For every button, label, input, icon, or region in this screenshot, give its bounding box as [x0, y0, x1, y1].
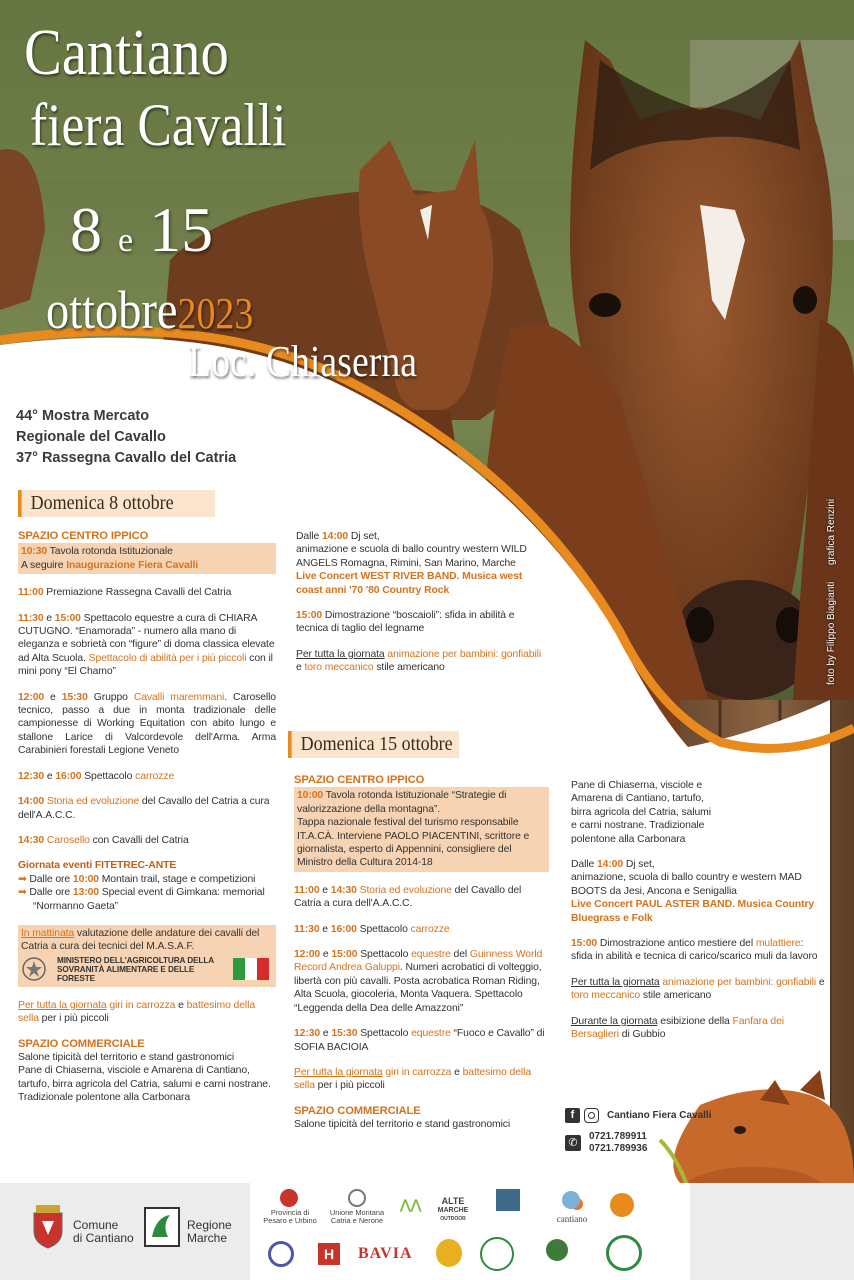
time: 15:00: [54, 612, 81, 624]
text: e: [816, 976, 825, 988]
time: 12:30: [294, 1028, 321, 1040]
italy-emblem-icon: [21, 956, 47, 982]
text: MARCHE: [437, 1207, 469, 1214]
cantiano-logo-icon: [562, 1191, 580, 1209]
text: per i più piccoli: [38, 1013, 109, 1025]
consorzio-logo-icon: [606, 1235, 642, 1271]
comune-crest-icon: [30, 1203, 66, 1249]
title-dates: [70, 194, 214, 265]
arrow-icon: ➡: [18, 873, 27, 885]
intro-line3: 37° Rassegna Cavallo del Catria: [16, 450, 237, 466]
text: esibizione della: [657, 1015, 733, 1027]
day8-heading: Domenica 8 ottobre: [18, 490, 215, 517]
text: con Cavalli del Catria: [89, 834, 189, 846]
sponsor-footer: [0, 1183, 854, 1280]
text: animazione per bambini:: [384, 648, 502, 660]
text: Dimostrazione “boscaioli”: sfida in abilità e tecnica di taglio del legname: [296, 610, 515, 635]
day15-carrozze: [294, 923, 549, 936]
text: battesimo della sella: [18, 999, 255, 1025]
text: equestre: [411, 1028, 451, 1040]
day15-animazione: [571, 976, 826, 1003]
credit-graphic: grafica Renzini: [826, 498, 837, 565]
phone-numbers: [589, 1131, 647, 1155]
day15-galuppi: [294, 948, 549, 1015]
text: del: [450, 949, 470, 961]
text: Spettacolo: [357, 1028, 412, 1040]
contacts: [565, 1108, 711, 1155]
time: 11:00: [18, 587, 44, 599]
time: 10:00: [297, 790, 324, 802]
bavia-logo: BAVIA: [358, 1245, 413, 1262]
text: carrozze: [410, 923, 450, 935]
day15-dj: [571, 858, 826, 898]
tree-logo-icon: [546, 1239, 568, 1261]
day15-right-column: [571, 779, 826, 1042]
day15-bacioia: [294, 1027, 549, 1054]
text: Premiazione Rassegna Cavalli del Catria: [43, 587, 232, 599]
regione-marche-icon: [144, 1207, 180, 1247]
day8-event-cutugno: [18, 612, 276, 679]
day8-commerciale-1: Salone tipicità del territorio e stand gastronomici: [18, 1051, 235, 1063]
text: equestre: [411, 949, 451, 961]
text: In mattinata: [21, 927, 75, 939]
text: valutazione delle andature dei cavalli del Catria a cura dei tecnici del M.A.S.A.F.: [21, 927, 260, 953]
text: Per tutta la giornata: [296, 648, 385, 660]
text: toro meccanico: [571, 990, 641, 1002]
text: Regione: [187, 1218, 232, 1232]
day8-fitetrec-1: [18, 873, 276, 886]
day8-live-concert: Live Concert WEST RIVER BAND. Musica west coast anni '70 '80 Country Rock: [296, 571, 523, 596]
social-handle[interactable]: Cantiano Fiera Cavalli: [607, 1110, 712, 1121]
text: Dalle ore: [29, 873, 73, 885]
text: animazione per bambini:: [659, 976, 777, 988]
alte-marche-name: [430, 1197, 476, 1224]
text: animazione e scuola di ballo country western: [296, 544, 499, 556]
text: Spettacolo equestre a cura di CHIARA CUTUGNO. “Enamorada” - numero alla mano di eleganza e sobrietà con “figure” di doma classica elevate ad Alta Scuola.: [18, 612, 275, 664]
title-month: [46, 280, 254, 340]
text: Tavola rotonda Istituzionale “Strategie di valorizzazione della montagna”.: [297, 790, 507, 815]
text: e: [175, 999, 187, 1011]
time: 14:00: [18, 796, 45, 808]
date-conj: e: [118, 222, 134, 259]
text: Storia ed evoluzione: [44, 796, 140, 808]
social-row: [565, 1108, 711, 1123]
day8-animazione: [296, 648, 548, 675]
text: e: [296, 662, 305, 674]
phone-icon: ✆: [565, 1135, 581, 1151]
text: : sfida in abilità e tecnica di carico/scarico muli da lavoro: [571, 938, 818, 963]
day8-dj: [296, 530, 548, 570]
intro-line1: 44° Mostra Mercato: [16, 408, 150, 424]
day15-spazio-title: SPAZIO CENTRO IPPICO: [294, 774, 425, 786]
day8-event-tavola: [18, 543, 276, 574]
text: Tavola rotonda Istituzionale: [47, 546, 173, 558]
text: Special event di Gimkana: memorial “Normanno Gaeta”: [33, 887, 265, 912]
time: 15:30: [331, 1028, 358, 1040]
time: 16:00: [55, 770, 82, 782]
day8-boscaioli: [296, 609, 548, 636]
day15-tutta-giornata: [294, 1066, 549, 1093]
day15-left-column: [294, 774, 549, 1132]
unione-name: [324, 1209, 390, 1226]
month-text: ottobre: [46, 280, 178, 340]
text: Dalle: [296, 531, 322, 542]
text: Gruppo: [87, 691, 134, 703]
text: giri in carrozza: [106, 999, 176, 1011]
text: e: [43, 612, 55, 624]
text: Storia ed evoluzione: [356, 884, 452, 896]
regione-name: [187, 1219, 232, 1245]
phone-2[interactable]: 0721.789936: [589, 1143, 648, 1154]
phone-1[interactable]: 0721.789911: [589, 1131, 647, 1142]
time: 15:30: [61, 691, 88, 703]
text: battesimo della sella: [294, 1066, 531, 1092]
text: di Cantiano: [73, 1231, 134, 1245]
day8-commerciale-title: SPAZIO COMMERCIALE: [18, 1037, 145, 1050]
text: giri in carrozza: [382, 1066, 452, 1078]
text: Per tutta la giornata: [294, 1066, 383, 1078]
date-day1: 8: [70, 194, 102, 265]
text: di Gubbio: [619, 1029, 666, 1041]
unione-logo-icon: [348, 1189, 366, 1207]
text: Cavalli maremmani: [133, 691, 225, 703]
text: e: [320, 1028, 332, 1040]
text: mulattiere: [755, 938, 801, 950]
day8-event-maremmani: [18, 691, 276, 758]
text: Dj set,: [348, 531, 380, 542]
day15-mulattiere: [571, 937, 826, 964]
text: gonfiabili: [776, 976, 817, 988]
gold-logo-icon: [436, 1239, 462, 1267]
text: . Numeri acrobatici di volteggio, libertà con più cavalli. Posta acrobatica Roman Riding, Alta Scuola, giocoleria, Monta Vaquera. Spettacolo “Leggenda della Dea delle Amazzoni”: [294, 962, 542, 1014]
text: stile americano: [373, 662, 445, 674]
text: Fanfara dei Bersaglieri: [571, 1015, 784, 1041]
ministry-row: [21, 956, 273, 983]
day8-event-premiazione: [18, 586, 276, 599]
text: e: [319, 884, 331, 896]
text: Per tutta la giornata: [18, 999, 107, 1011]
text: Marche: [187, 1231, 228, 1245]
title-line2: fiera Cavalli: [30, 92, 287, 158]
time: 14:00: [596, 859, 624, 871]
day15-commerciale-1: Salone tipicità del territorio e stand gastronomici: [294, 1119, 511, 1131]
text: Dj set,: [623, 859, 655, 871]
bandiera-logo-icon: [496, 1189, 520, 1211]
time: 10:30: [21, 546, 48, 558]
text: Unione Montana: [329, 1208, 385, 1217]
time: 13:00: [72, 887, 99, 899]
text: Provincia di: [270, 1208, 310, 1217]
time: 16:00: [330, 923, 357, 935]
intro-block: [16, 406, 236, 469]
ministry-name: MINISTERO DELL'AGRICOLTURA DELLA SOVRANITÀ ALIMENTARE E DELLE FORESTE: [57, 955, 214, 983]
date-day2: 15: [149, 194, 214, 265]
day8-spazio-title: SPAZIO CENTRO IPPICO: [18, 530, 149, 542]
day15-festival: Tappa nazionale festival del turismo responsabile IT.A.CÀ. Interviene PAOLO PIACENTINI, scrittore e giornalista, esperto di Appennini, consigliere del Ministro della Cultura 2014-18: [297, 817, 530, 869]
text: . Carosello tecnico, passo a due in monta tradizionale delle campionesse di Working Equitation con abito lungo e stallone Larice di Valcordevole dell'Arma. Arma Carabinieri forestali Legione Veneto: [18, 691, 276, 757]
text: e: [320, 949, 332, 961]
day8-event-carrozze: [18, 770, 276, 783]
day8-commerciale-2: Pane di Chiaserna, visciole e Amarena di Cantiano, tartufo, birra agricola del Catria, salumi e carni nostrane.: [18, 1065, 271, 1090]
day15-commerciale-title: SPAZIO COMMERCIALE: [294, 1104, 421, 1117]
time: 11:00: [294, 884, 320, 896]
day15-storia: [294, 884, 549, 911]
text: Pesaro e Urbino: [263, 1216, 317, 1226]
text: OUTDOOR: [440, 1216, 466, 1222]
day8-event-carosello: [18, 834, 276, 847]
text: Catria e Nerone: [330, 1216, 384, 1226]
title-location: Loc. Chiaserna: [188, 337, 418, 386]
day8-mattinata: [21, 927, 273, 954]
time: 11:30: [18, 612, 44, 624]
text: Carosello: [44, 834, 90, 846]
day15-tavola-box: [294, 787, 549, 871]
text: Montain trail, stage e competizioni: [98, 873, 256, 885]
text: WILD ANGELS Romagna, Rimini, San Marino, Marche: [296, 544, 527, 569]
day15-pane: Pane di Chiaserna, visciole e Amarena di Cantiano, tartufo, birra agricola del Catria, salumi e carni nostrane. Tradizionale polentone alla Carbonara: [571, 780, 711, 845]
time: 10:00: [72, 873, 99, 885]
time: 14:30: [18, 834, 45, 846]
day8-tutta-giornata: [18, 999, 276, 1026]
horse-club-logo-icon: [610, 1193, 634, 1217]
day15-heading: Domenica 15 ottobre: [288, 731, 459, 758]
provincia-logo-icon: [280, 1189, 298, 1207]
time: 15:00: [571, 938, 598, 950]
alte-marche-icon: ⋀⋀: [400, 1197, 422, 1212]
day8-commerciale-3: Tradizionale polentone alla Carbonara: [18, 1092, 191, 1104]
time: 15:00: [331, 949, 358, 961]
text: Per tutta la giornata: [571, 976, 660, 988]
text: Inaugurazione Fiera Cavalli: [66, 559, 199, 571]
time: 15:00: [296, 610, 323, 622]
text: Dalle: [571, 859, 597, 871]
text: con il mini pony “El Chamo”: [18, 652, 273, 678]
day8-fitetrec-2: [18, 886, 276, 913]
text: A seguire: [21, 559, 67, 571]
text: Comune: [73, 1218, 119, 1232]
text: e: [451, 1066, 463, 1078]
facebook-icon[interactable]: f: [565, 1108, 580, 1123]
comune-name: [73, 1219, 134, 1245]
day8-mattinata-box: [18, 925, 276, 987]
text: del Cavallo del Catria a cura dell'A.A.C.C.: [18, 796, 270, 821]
day8-fitetrec-title: Giornata eventi FITETREC-ANTE: [18, 860, 177, 872]
time: 14:00: [321, 531, 349, 542]
text: Dimostrazione antico mestiere del: [597, 938, 756, 950]
intro-line2: Regionale del Cavallo: [16, 429, 166, 445]
text: gonfiabili: [501, 648, 542, 660]
text: e: [44, 770, 56, 782]
text: toro meccanico: [304, 662, 374, 674]
text: Spettacolo: [357, 949, 412, 961]
italy-flag-icon: [233, 958, 269, 980]
time: 12:00: [18, 691, 45, 703]
day8-event-storia: [18, 795, 276, 822]
text: per i più piccoli: [314, 1080, 385, 1092]
day15-live-concert: Live Concert PAUL ASTER BAND. Musica Country Bluegrass e Folk: [571, 899, 815, 924]
text: e: [44, 691, 62, 703]
text: Durante la giornata: [571, 1015, 658, 1027]
text: Spettacolo: [356, 923, 411, 935]
arrow-icon: ➡: [18, 887, 27, 899]
text: ALTE: [441, 1196, 465, 1206]
year-text: 2023: [177, 289, 254, 338]
text: “Fuoco e Cavallo” di SOFIA BACIOIA: [294, 1028, 545, 1053]
day15-fanfara: [571, 1015, 826, 1042]
text: carrozze: [135, 770, 175, 782]
provincia-name: [262, 1209, 318, 1226]
text: Dalle ore: [29, 887, 73, 899]
green-seal-logo-icon: [480, 1237, 514, 1271]
time: 12:00: [294, 949, 321, 961]
text: Guinness World Record Andrea Galuppi: [294, 949, 543, 974]
day8-left-column: [18, 530, 276, 1105]
seal-logo-icon: [268, 1241, 294, 1267]
title-line1: Cantiano: [24, 16, 229, 89]
time: 11:30: [294, 923, 320, 935]
day15-tavola: [297, 789, 546, 816]
cantiano-logo-text: cantiano: [556, 1214, 588, 1224]
text: Spettacolo: [81, 770, 136, 782]
text: animazione, scuola di ballo country e western: [571, 872, 777, 884]
credit-photo: foto by Filippo Biagianti: [826, 581, 837, 685]
phone-row: [565, 1131, 711, 1155]
text: Spettacolo di abilità per i più piccoli: [88, 652, 247, 664]
text: del Cavallo del Catria a cura dell'A.A.C.C.: [294, 884, 522, 910]
h-logo-icon: H: [318, 1243, 340, 1265]
text: stile americano: [640, 990, 712, 1002]
text: MAD BOOTS da Jesi, Ancona e Senigallia: [571, 872, 802, 897]
text: e: [319, 923, 331, 935]
time: 12:30: [18, 770, 45, 782]
sponsor-panel: [250, 1183, 690, 1280]
day8-right-column: [296, 530, 548, 675]
instagram-icon[interactable]: [584, 1108, 599, 1123]
time: 14:30: [330, 884, 357, 896]
